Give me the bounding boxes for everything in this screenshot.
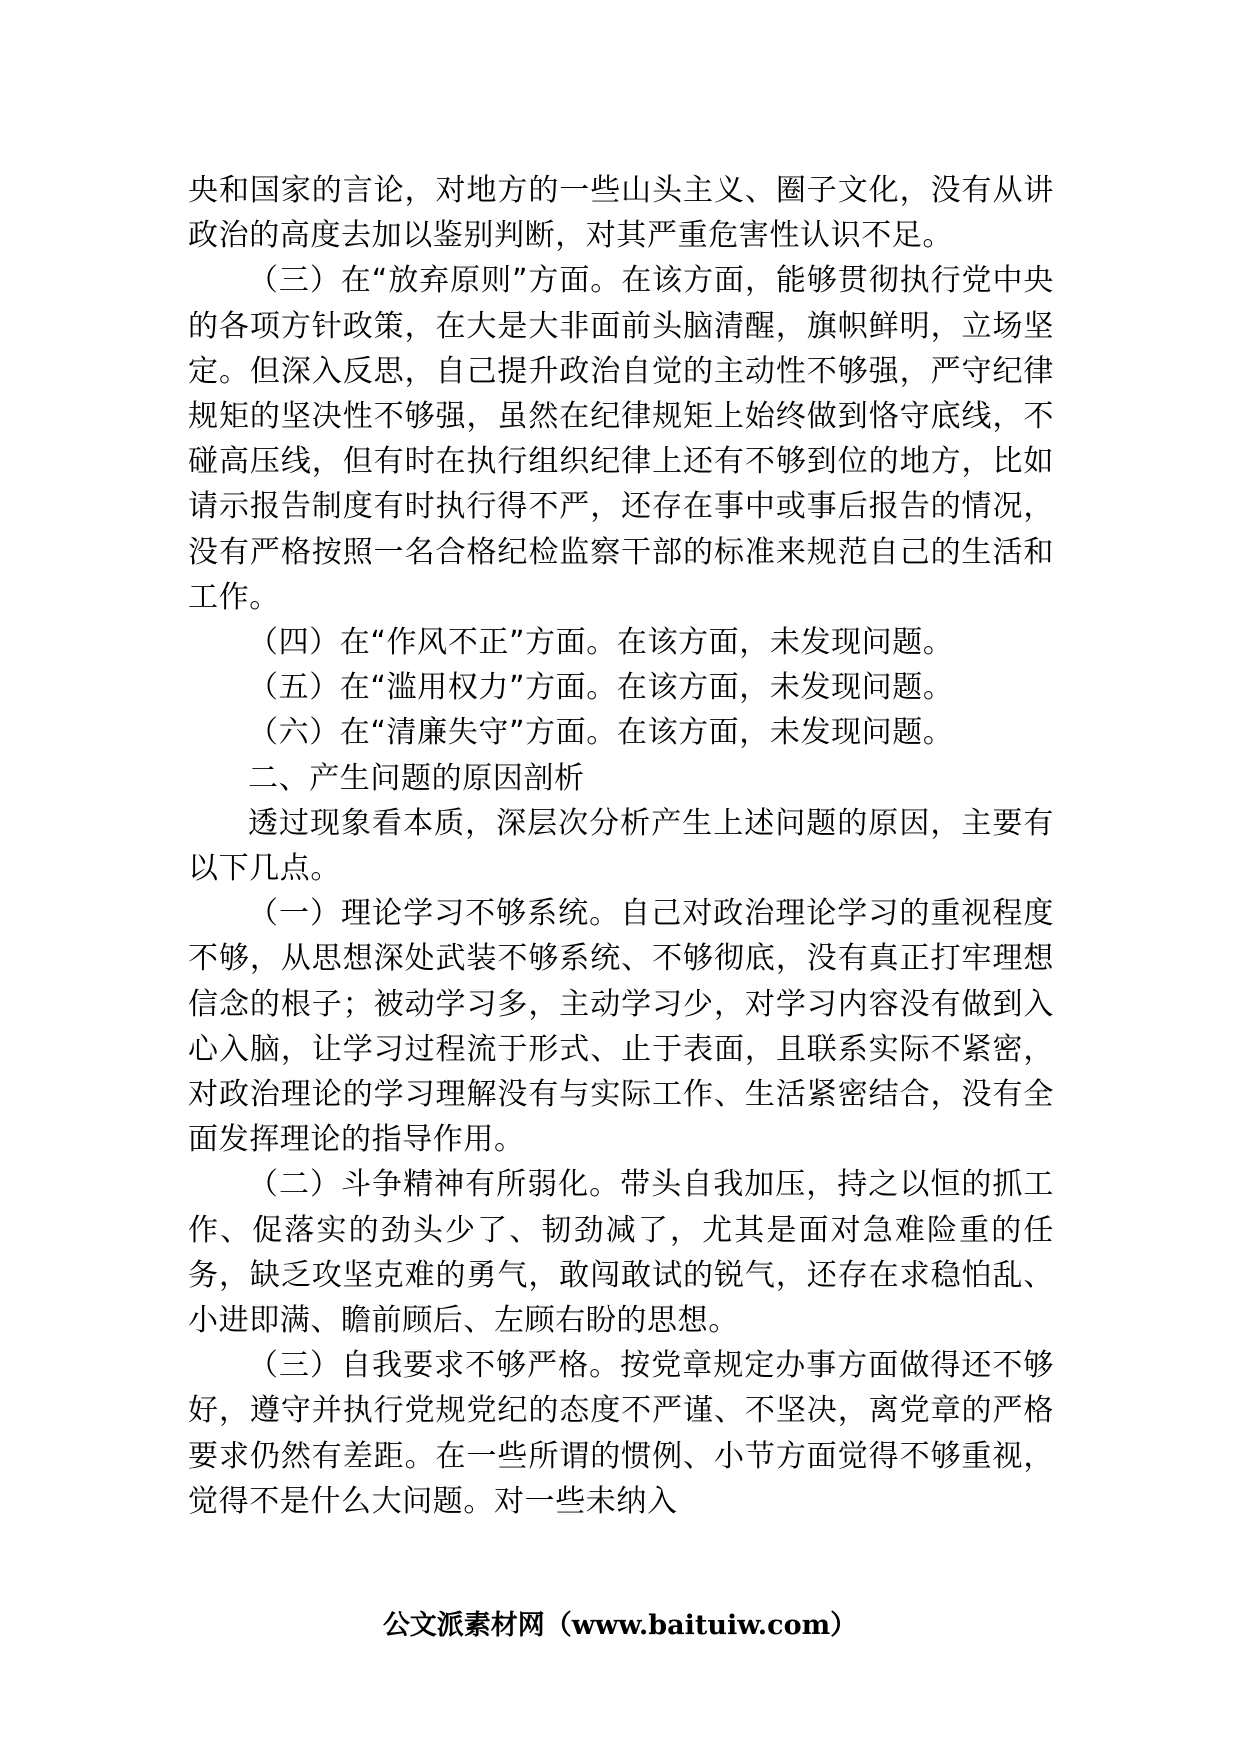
paragraph-continuation: 央和国家的言论，对地方的一些山头主义、圈子文化，没有从讲政治的高度去加以鉴别判断，对其严重危害性认识不足。 [188,173,1054,254]
section-heading-causes: 二、产生问题的原因剖析 [248,760,585,796]
paragraph-cause-1-theory: （一）理论学习不够系统。自己对政治理论学习的重视程度不够，从思想深处武装不够系统、不够彻底，没有真正打牢理想信念的根子；被动学习多，主动学习少，对学习内容没有做到入心入脑，让学习过程流于形式、止于表面，且联系实际不紧密，对政治理论的学习理解没有与实际工作、生活紧密结合，没有全面发挥理论的指导作用。 [188,896,1054,1158]
paragraph-section-3-principles: （三）在“放弃原则”方面。在该方面，能够贯彻执行党中央的各项方针政策，在大是大非面前头脑清醒，旗帜鲜明，立场坚定。但深入反思，自己提升政治自觉的主动性不够强，严守纪律规矩的坚决性不够强，虽然在纪律规矩上始终做到恪守底线，不碰高压线，但有时在执行组织纪律上还有不够到位的地方，比如请示报告制度有时执行得不严，还存在事中或事后报告的情况，没有严格按照一名合格纪检监察干部的标准来规范自己的生活和工作。 [188,263,1054,615]
paragraph-section-6-integrity: （六）在“清廉失守”方面。在该方面，未发现问题。 [248,715,954,751]
footer-watermark-text: 公文派素材网（www.baituiw.com） [382,1610,858,1641]
paragraph-section-4-conduct: （四）在“作风不正”方面。在该方面，未发现问题。 [248,625,954,661]
paragraph-cause-2-struggle: （二）斗争精神有所弱化。带头自我加压，持之以恒的抓工作、促落实的劲头少了、韧劲减了，尤其是面对急难险重的任务，缺乏攻坚克难的勇气，敢闯敢试的锐气，还存在求稳怕乱、小进即满、瞻前顾后、左顾右盼的思想。 [188,1167,1054,1339]
paragraph-causes-intro: 透过现象看本质，深层次分析产生上述问题的原因，主要有以下几点。 [188,805,1054,887]
paragraph-section-5-power: （五）在“滥用权力”方面。在该方面，未发现问题。 [248,670,954,706]
document-body [188,168,1054,1524]
paragraph-cause-3-discipline: （三）自我要求不够严格。按党章规定办事方面做得还不够好，遵守并执行党规党纪的态度不严谨、不坚决，离党章的严格要求仍然有差距。在一些所谓的惯例、小节方面觉得不够重视，觉得不是什么大问题。对一些未纳入 [188,1348,1054,1519]
